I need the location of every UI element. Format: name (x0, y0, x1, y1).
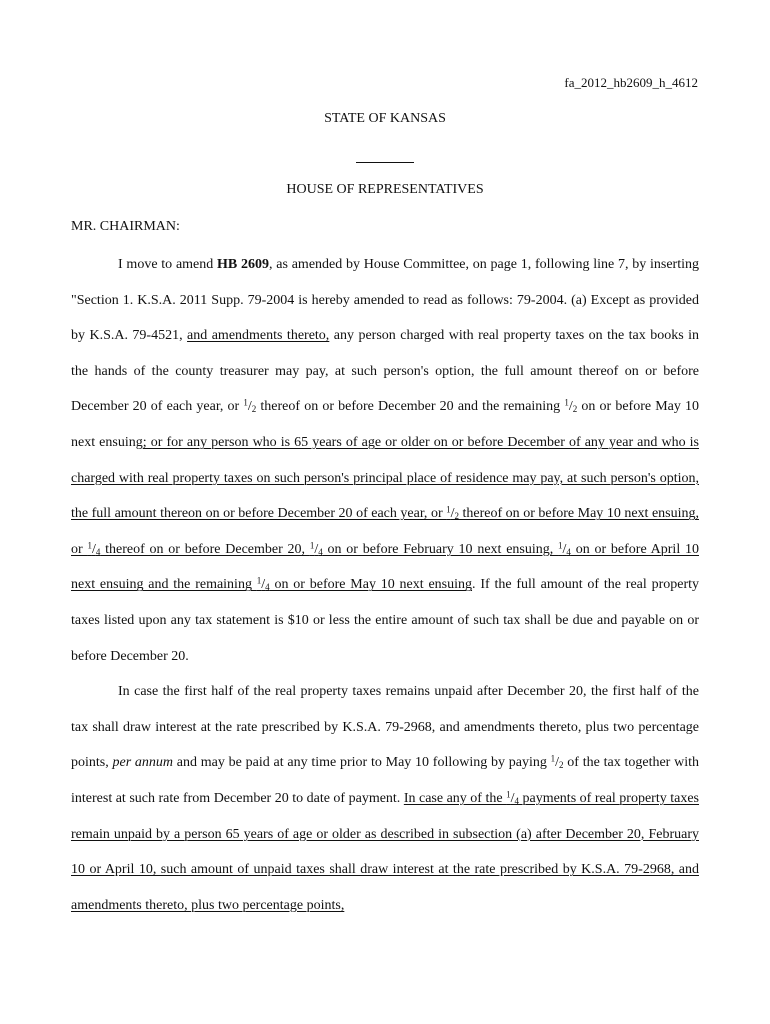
fraction-quarter: $^1/_4$ (87, 540, 101, 557)
inserted-text: and amendments thereto, (187, 328, 330, 344)
fraction-quarter: $^1/_4$ (309, 540, 323, 557)
paragraph-1 (71, 247, 699, 674)
fraction-half: $^1/_2$ (550, 753, 564, 771)
bill-number: HB 2609 (217, 257, 270, 272)
inserted-text: In case any of the $^1/_4$ payments of real property taxes remain unpaid by a person 65 years of age or older as described in subsection (a) after December 20, February 10 or April 10, such amount of unpaid taxes shall draw interest at the rate prescribed by K.S.A. 79-2968, and amendments thereto, plus two percentage points, (71, 789, 700, 913)
salutation: MR. CHAIRMAN: (71, 219, 180, 234)
text-run: In case the first half of the real property taxes remains unpaid after December 20, the first half of the tax shall draw interest at the rate prescribed by K.S.A. 79-2968, and amendments thereto, plus two percentage points, (71, 684, 699, 771)
text-run: and may be paid at any time prior to May 10 following by paying (173, 755, 551, 771)
text-run: on or before May 10 next ensuing (71, 399, 700, 450)
fraction-half: $^1/_2$ (243, 397, 257, 415)
fraction-quarter: $^1/_4$ (558, 540, 571, 557)
separator-rule (356, 162, 414, 163)
fraction-half: $^1/_2$ (446, 504, 460, 522)
text-run: thereof on or before December 20 and the remaining (256, 399, 565, 415)
fraction-half: $^1/_2$ (564, 397, 578, 415)
text-run: any person charged with real property taxes on the tax books in the hands of the county treasurer may pay, at such person's option, the full amount thereof on or before December 20 of each year, or (71, 328, 700, 415)
text-run: of the tax together with interest at such rate from December 20 to date of payment. (71, 755, 699, 806)
amendment-body (71, 247, 699, 923)
text-run: . If the full amount of the real property taxes listed upon any tax statement is $10 or less the entire amount of such tax shall be due and payable on or before December 20. (71, 577, 700, 664)
state-heading: STATE OF KANSAS (324, 111, 446, 126)
paragraph-2 (71, 674, 699, 923)
fraction-quarter: $^1/_4$ (256, 575, 270, 593)
text-run: , as amended by House Committee, on page 1, following line 7, by inserting "Section 1. K.S.A. 2011 Supp. 79-2004 is hereby amended to read as follows: 79-2004. (a) Except as provided by K.S.A. 79-4521, (71, 257, 699, 344)
italic-phrase: per annum (112, 755, 174, 771)
separator-wrap (0, 150, 770, 168)
text-run: I move to amend (118, 257, 218, 272)
fraction-quarter: $^1/_4$ (506, 789, 519, 806)
inserted-text: ; or for any person who is 65 years of age or older on or before December of any year and who is charged with real property taxes on such person's principal place of residence may pay, at such person's option, the full amount thereon on or before December 20 of each year, or $^1/_2$ thereof on or before May 10 next ensuing, or $^1/_4$ thereof on or before December 20, $^1/_4$ on or before February 10 next ensuing, $^1/_4$ on or before April 10 next ensuing and the remaining $^1/_4$ on or before May 10 next ensuing (71, 434, 700, 593)
document-id: fa_2012_hb2609_h_4612 (564, 75, 698, 90)
house-heading: HOUSE OF REPRESENTATIVES (286, 182, 484, 197)
